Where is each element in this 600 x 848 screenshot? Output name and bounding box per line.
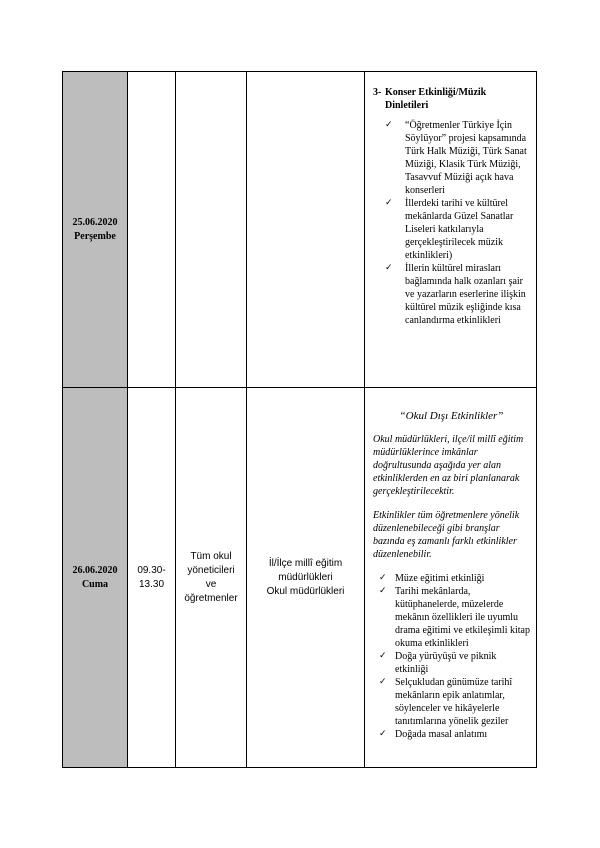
check-icon: ✓	[379, 677, 387, 687]
check-icon: ✓	[379, 651, 387, 661]
list-item	[373, 119, 530, 197]
responsible-cell	[247, 388, 365, 768]
check-icon: ✓	[379, 729, 387, 739]
activity-cell	[365, 388, 537, 768]
responsible-line: İl/İlçe millî eğitim	[268, 557, 343, 569]
date-text: 26.06.2020	[72, 564, 118, 576]
day-text: Perşembe	[74, 230, 116, 242]
responsible-line: müdürlükleri	[278, 571, 333, 583]
paragraph: Okul müdürlükleri, ilçe/il millî eğitim müdürlüklerince imkânlar doğrultusunda aşağıda yer alan etkinliklerden en az biri planlanarak gerçekleştirilecektir.	[373, 434, 524, 497]
activity-list	[373, 572, 530, 741]
participants-line: öğretmenler	[184, 592, 238, 604]
table-row	[63, 72, 537, 388]
participants-line: Tüm okul	[190, 550, 232, 562]
list-item-text: Doğada masal anlatımı	[395, 729, 488, 740]
date-text: 25.06.2020	[72, 216, 118, 228]
list-item-text: Tarihi mekânlarda, kütüphanelerde, müzelerde mekânın özellikleri ile uyumlu drama eğitimi ve etkileşimli kitap okuma etkinlikleri	[395, 586, 530, 649]
check-icon: ✓	[385, 120, 393, 130]
participants-line: ve	[205, 578, 217, 590]
check-icon: ✓	[385, 198, 393, 208]
list-item	[373, 676, 530, 728]
section-title-line2: Dinletileri	[385, 100, 429, 111]
time-end: 13.30	[138, 578, 165, 590]
day-text: Cuma	[81, 578, 109, 590]
list-item	[373, 585, 530, 650]
date-cell	[63, 72, 128, 388]
participants-cell	[176, 388, 247, 768]
table-row	[63, 388, 537, 768]
list-item	[373, 262, 530, 327]
activity-cell	[365, 72, 537, 388]
list-item-text: İllerin kültürel mirasları bağlamında halk ozanları şair ve yazarların eserlerine ilişkin kültürel müzik eşliğinde kısa canlandırma etkinlikleri	[405, 263, 526, 326]
list-item	[373, 197, 530, 262]
participants-line: yöneticileri	[187, 564, 235, 576]
list-item-text: Doğa yürüyüşü ve piknik etkinliği	[395, 651, 497, 675]
section-title-line1: Konser Etkinliği/Müzik	[385, 87, 487, 98]
date-cell	[63, 388, 128, 768]
list-item	[373, 572, 530, 585]
list-item	[373, 650, 530, 676]
list-item	[373, 728, 530, 741]
responsible-cell	[247, 72, 365, 388]
section-number: 3-	[373, 87, 382, 98]
list-item-text: Müze eğitimi etkinliği	[395, 573, 485, 584]
schedule-table	[62, 71, 537, 768]
section-title	[373, 86, 530, 112]
time-cell	[128, 72, 176, 388]
responsible-line: Okul müdürlükleri	[266, 585, 345, 597]
time-cell	[128, 388, 176, 768]
paragraph: Etkinlikler tüm öğretmenlere yönelik düzenlenebileceği gibi branşlar bazında eş zamanlı farklı etkinlikler düzenlenebilir.	[373, 510, 520, 560]
section-title: “Okul Dışı Etkinlikler”	[399, 410, 504, 422]
check-icon: ✓	[379, 573, 387, 583]
check-icon: ✓	[379, 586, 387, 596]
check-icon: ✓	[385, 263, 393, 273]
list-item-text: İllerdeki tarihi ve kültürel mekânlarda Güzel Sanatlar Liseleri katkılarıyla gerçekleştirilecek müzik etkinlikleri)	[405, 198, 514, 261]
participants-cell	[176, 72, 247, 388]
time-start: 09.30-	[137, 564, 166, 576]
list-item-text: Selçukludan günümüze tarihî mekânların epik anlatımlar, söylenceler ve hikâyelerle tanıtımlarına yönelik geziler	[395, 677, 513, 727]
list-item-text: “Öğretmenler Türkiye İçin Söylüyor” projesi kapsamında Türk Halk Müziği, Türk Sanat Müziği, Klasik Türk Müziği, Tasavvuf Müziği açık hava konserleri	[405, 120, 527, 196]
activity-list	[373, 119, 530, 327]
